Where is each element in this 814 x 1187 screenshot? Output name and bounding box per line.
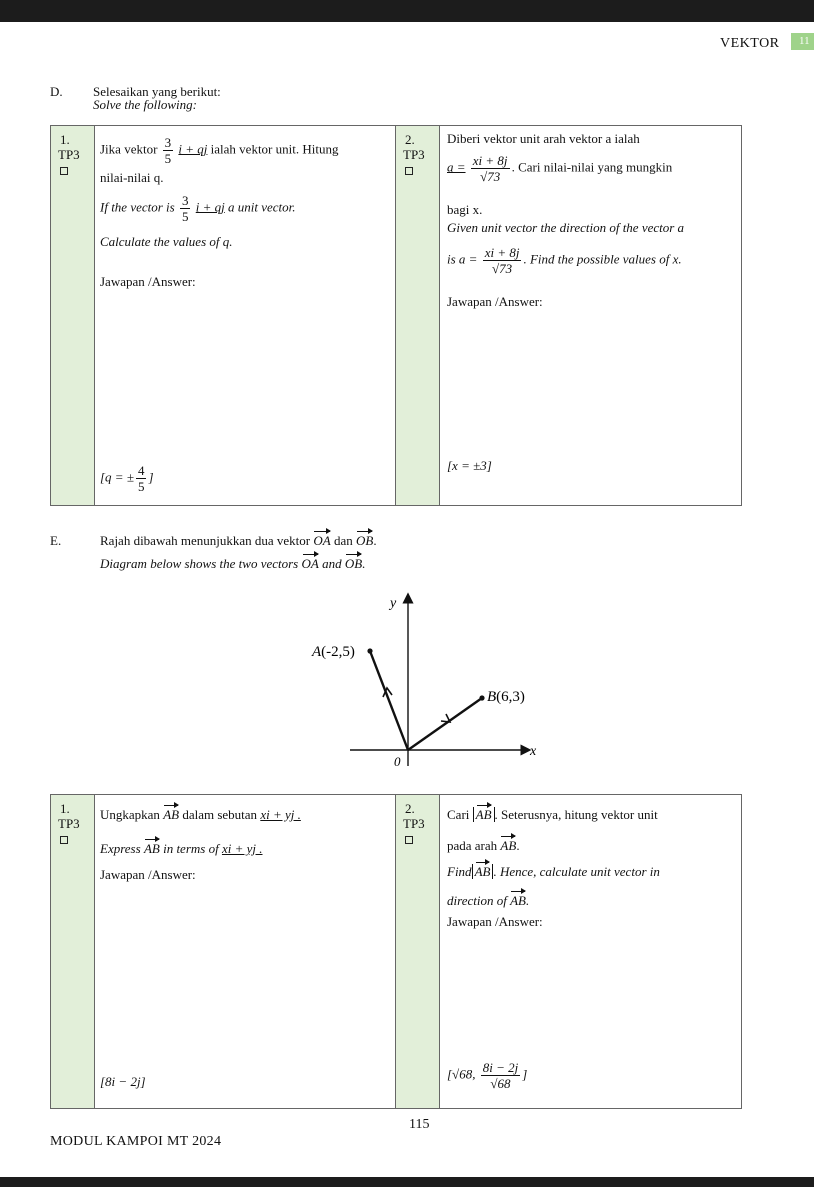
page-number: 115 (409, 1117, 430, 1132)
vector-oa (370, 651, 408, 750)
q2-statement-ms-line2: a = $\frac{xi + 8j}{√73}$ . Cari nilai-nilai yang mungkin (447, 153, 673, 184)
e-q2-statement-ms: Cari AB . Seterusnya, hitung vektor unit (447, 804, 658, 823)
q1-statement-en: If the vector is $\frac{3}{5}$ i + qj a unit vector. (100, 193, 296, 224)
q2-statement-ms: Diberi vektor unit arah vektor a ialah (447, 131, 640, 146)
section-d-title: Selesaikan yang berikut: (93, 84, 221, 99)
fraction: $\frac{3}{5}$ (164, 135, 172, 166)
section-e-text-ms: Rajah dibawah menunjukkan dua vektor OA dan OB. (100, 530, 377, 549)
tp-column-right (396, 126, 440, 505)
checkbox[interactable] (60, 836, 68, 844)
e-q2-answer: [√68, $\frac{8i - 2j}{√68}$ ] (447, 1060, 528, 1091)
e-q2-statement-ms-line2: pada arah AB. (447, 835, 520, 854)
q2-statement-ms-line3: bagi x. (447, 202, 483, 217)
e-q1-statement-ms: Ungkapkan AB dalam sebutan xi + yj . (100, 804, 301, 823)
q2-answer: [x = ±3] (447, 458, 492, 473)
section-d-question-table (50, 125, 742, 506)
section-e-question-table (50, 794, 742, 1109)
x-axis-label: x (530, 744, 537, 759)
point-b (479, 695, 484, 700)
tp-label: TP3 (403, 147, 425, 162)
fraction: $\frac{3}{5}$ (181, 193, 189, 224)
answer-label: Jawapan /Answer: (100, 274, 196, 289)
footer-module-name: MODUL KAMPOI MT 2024 (50, 1134, 222, 1149)
e-q1-answer: [8i − 2j] (100, 1074, 146, 1089)
fraction: $\frac{xi + 8j}{√73}$ (472, 153, 508, 184)
q1-answer: [q = ± $\frac{4}{5}$ ] (100, 463, 154, 494)
fraction: $\frac{8i - 2j}{√68}$ (482, 1060, 519, 1091)
answer-label: Jawapan /Answer: (447, 914, 543, 929)
tp-label: TP3 (58, 816, 80, 831)
e-q1-statement-en: Express AB in terms of xi + yj . (100, 838, 263, 857)
question-number: 1. (60, 801, 70, 816)
e-q2-statement-en: Find AB . Hence, calculate unit vector in (447, 861, 660, 880)
bottom-bar (0, 1177, 814, 1187)
section-e-letter: E. (50, 533, 62, 548)
e-q2-statement-en-line2: direction of AB. (447, 890, 529, 909)
point-b-label: B(6,3) (487, 689, 525, 705)
section-d-letter: D. (50, 84, 63, 99)
tp-column-left (51, 795, 95, 1108)
q1-statement-en-line2: Calculate the values of q. (100, 234, 233, 249)
vector-diagram (300, 588, 550, 778)
page-header-title: VEKTOR (720, 36, 780, 51)
fraction: $\frac{4}{5}$ (137, 463, 145, 494)
section-e-text-en: Diagram below shows the two vectors OA and OB. (100, 553, 365, 572)
point-a-label: A(-2,5) (312, 644, 355, 660)
fraction: $\frac{xi + 8j}{√73}$ (484, 245, 520, 276)
point-a-coords: (-2,5) (321, 644, 355, 660)
answer-label: Jawapan /Answer: (447, 294, 543, 309)
question-number: 1. (60, 132, 70, 147)
tp-column-right (396, 795, 440, 1108)
y-axis-label: y (390, 596, 397, 611)
q1-statement-ms: Jika vektor $\frac{3}{5}$ i + qj ialah vektor unit. Hitung (100, 135, 339, 166)
checkbox[interactable] (405, 167, 413, 175)
q2-statement-en: Given unit vector the direction of the vector a (447, 220, 685, 235)
section-d-title-en: Solve the following: (93, 97, 197, 112)
tp-column-left (51, 126, 95, 505)
point-a (367, 648, 372, 653)
answer-label: Jawapan /Answer: (100, 867, 196, 882)
checkbox[interactable] (60, 167, 68, 175)
tp-label: TP3 (58, 147, 80, 162)
vector-ob (408, 698, 482, 750)
vector-ob-arrowhead (441, 714, 450, 722)
question-number: 2. (405, 801, 415, 816)
checkbox[interactable] (405, 836, 413, 844)
q1-statement-ms-line2: nilai-nilai q. (100, 170, 164, 185)
origin-label: 0 (394, 754, 401, 769)
q2-statement-en-line2: is a = $\frac{xi + 8j}{√73}$ . Find the possible values of x. (447, 245, 682, 276)
question-number: 2. (405, 132, 415, 147)
tp-label: TP3 (403, 816, 425, 831)
chapter-tab: 11 (791, 33, 814, 50)
top-bar (0, 0, 814, 22)
